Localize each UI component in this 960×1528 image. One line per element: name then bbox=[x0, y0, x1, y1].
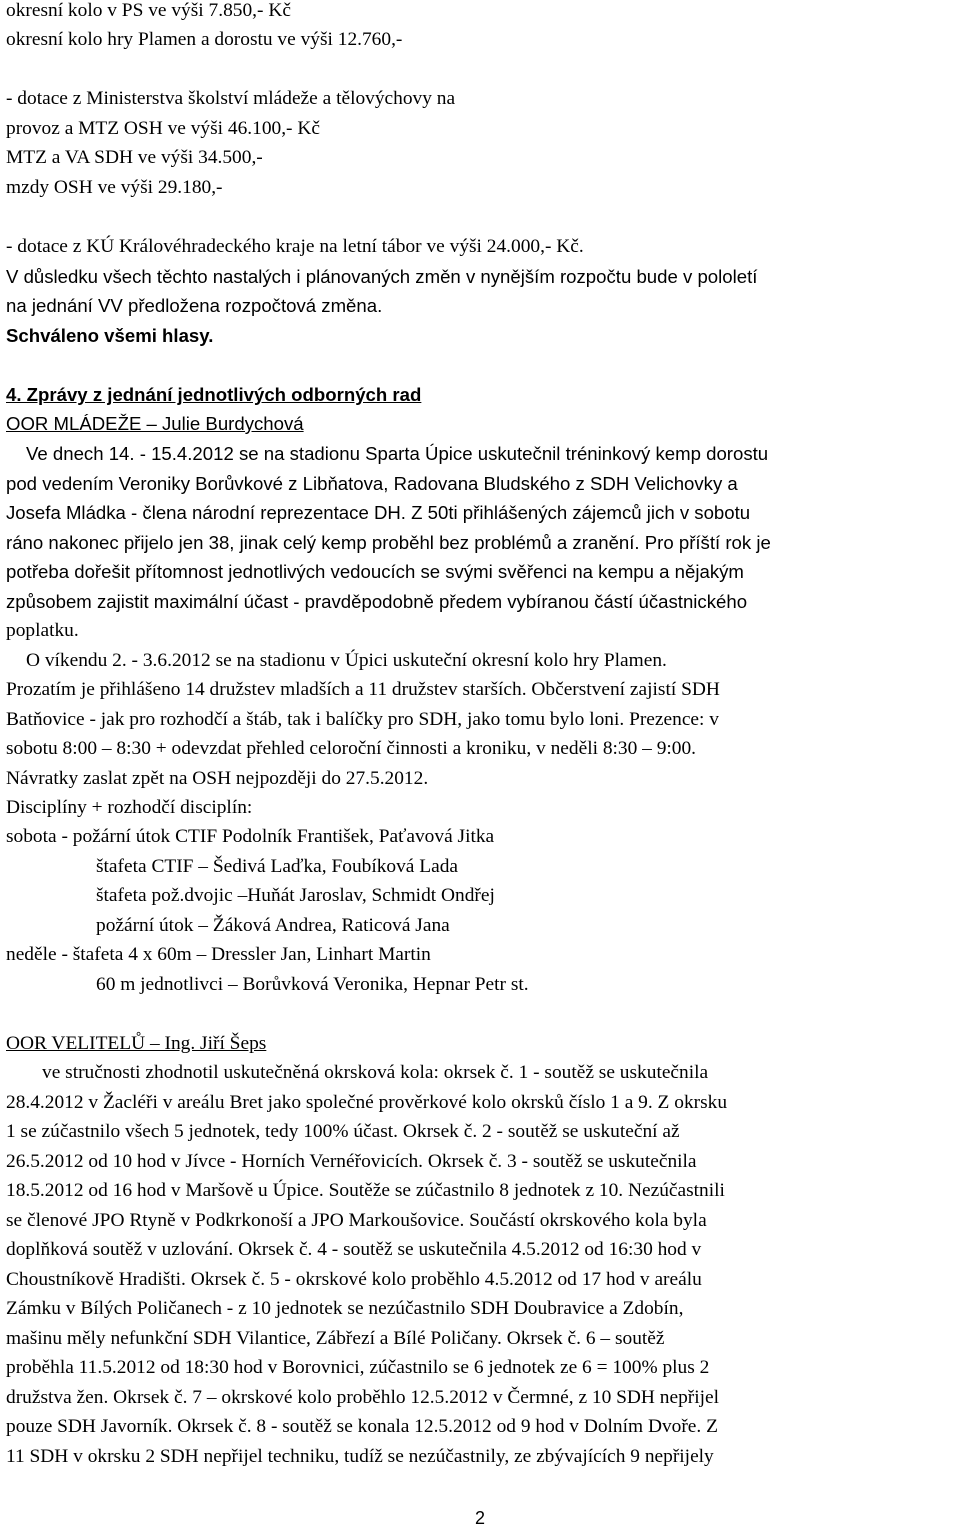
text-line: - dotace z KÚ Královéhradeckého kraje na letní tábor ve výši 24.000,- Kč. bbox=[6, 236, 584, 257]
approval-note: Schváleno všemi hlasy. bbox=[6, 325, 214, 346]
text-line: 1 se zúčastnilo všech 5 jednotek, tedy 100% účast. Okrsek č. 2 - soutěž se uskuteční až bbox=[6, 1121, 680, 1142]
discipline-line: štafeta CTIF – Šedivá Laďka, Foubíková Lada bbox=[96, 856, 459, 877]
text-line: Ve dnech 14. - 15.4.2012 se na stadionu Sparta Úpice uskutečnil tréninkový kemp dorostu bbox=[26, 443, 769, 464]
text-line: se členové JPO Rtyně v Podkrkonoší a JPO Markoušovice. Součástí okrskového kola byla bbox=[6, 1210, 707, 1231]
text-line: doplňková soutěž v uzlování. Okrsek č. 4 - soutěž se uskutečnila 4.5.2012 od 16:30 hod v bbox=[6, 1239, 702, 1260]
text-line: proběhla 11.5.2012 od 18:30 hod v Borovnici, zúčastnilo se 6 jednotek ze 6 = 100% plus 2 bbox=[6, 1357, 710, 1378]
text-line: provoz a MTZ OSH ve výši 46.100,- Kč bbox=[6, 118, 320, 139]
discipline-line: neděle - štafeta 4 x 60m – Dressler Jan, Linhart Martin bbox=[6, 944, 431, 965]
text-line: ve stručnosti zhodnotil uskutečněná okrsková kola: okrsek č. 1 - soutěž se uskutečnila bbox=[42, 1062, 709, 1083]
text-line: O víkendu 2. - 3.6.2012 se na stadionu v Úpici uskuteční okresní kolo hry Plamen. bbox=[26, 650, 667, 671]
text-line: Choustníkově Hradišti. Okrsek č. 5 - okrskové kolo proběhlo 4.5.2012 od 17 hod v areálu bbox=[6, 1269, 702, 1290]
discipline-line: štafeta pož.dvojic –Huňát Jaroslav, Schmidt Ondřej bbox=[96, 885, 495, 906]
text-line: ráno nakonec přijelo jen 38, jinak celý kemp proběhl bez problémů a zranění. Pro příští rok je bbox=[6, 532, 771, 553]
text-line: Josefa Mládka - člena národní reprezentace DH. Z 50ti přihlášených zájemců jich v sobotu bbox=[6, 502, 751, 523]
discipline-line: 60 m jednotlivci – Borůvková Veronika, Hepnar Petr st. bbox=[96, 974, 529, 995]
text-line: - dotace z Ministerstva školství mládeže a tělovýchovy na bbox=[6, 88, 456, 109]
text-line: Zámku v Bílých Poličanech - z 10 jednotek se nezúčastnilo SDH Doubravice a Zdobín, bbox=[6, 1298, 684, 1319]
text-line: Návratky zaslat zpět na OSH nejpozději do 27.5.2012. bbox=[6, 768, 429, 789]
text-line: pouze SDH Javorník. Okrsek č. 8 - soutěž se konala 12.5.2012 od 9 hod v Dolním Dvoře. Z bbox=[6, 1416, 718, 1437]
text-line: 28.4.2012 v Žacléři v areálu Bret jako společné prověrkové kolo okrsků číslo 1 a 9. Z okrsku bbox=[6, 1092, 728, 1113]
subsection-heading: OOR MLÁDEŽE – Julie Burdychová bbox=[6, 413, 304, 434]
text-line: Prozatím je přihlášeno 14 družstev mladších a 11 družstev starších. Občerstvení zajistí SDH bbox=[6, 679, 720, 700]
text-line: poplatku. bbox=[6, 620, 79, 641]
section-heading: 4. Zprávy z jednání jednotlivých odborných rad bbox=[6, 384, 422, 405]
text-line: Disciplíny + rozhodčí disciplín: bbox=[6, 797, 253, 818]
text-line: způsobem zajistit maximální účast - pravděpodobně předem vybíranou částí účastnického bbox=[6, 591, 748, 612]
text-line: družstva žen. Okrsek č. 7 – okrskové kolo proběhlo 12.5.2012 v Čermné, z 10 SDH nepřijel bbox=[6, 1387, 719, 1408]
text-line: mašinu měly nefunkční SDH Vilantice, Zábřezí a Bílé Poličany. Okrsek č. 6 – soutěž bbox=[6, 1328, 665, 1349]
text-line: na jednání VV předložena rozpočtová změna. bbox=[6, 295, 383, 316]
subsection-heading: OOR VELITELŮ – Ing. Jiří Šeps bbox=[6, 1033, 267, 1054]
text-line: okresní kolo v PS ve výši 7.850,- Kč bbox=[6, 0, 291, 21]
text-line: 11 SDH v okrsku 2 SDH nepřijel techniku, tudíž se nezúčastnily, ze zbývajících 9 nepřijely bbox=[6, 1446, 714, 1467]
text-line: sobotu 8:00 – 8:30 + odevzdat přehled celoroční činnosti a kroniku, v neděli 8:30 – 9:00. bbox=[6, 738, 697, 759]
discipline-line: sobota - požární útok CTIF Podolník František, Paťavová Jitka bbox=[6, 826, 495, 847]
text-line: V důsledku všech těchto nastalých i plánovaných změn v nynějším rozpočtu bude v pololetí bbox=[6, 266, 758, 287]
text-line: 26.5.2012 od 10 hod v Jívce - Horních Vernéřovicích. Okrsek č. 3 - soutěž se uskutečnila bbox=[6, 1151, 697, 1172]
text-line: pod vedením Veroniky Borůvkové z Libňatova, Radovana Bludského z SDH Velichovky a bbox=[6, 473, 738, 494]
text-line: MTZ a VA SDH ve výši 34.500,- bbox=[6, 147, 263, 168]
page-number: 2 bbox=[474, 1508, 485, 1528]
text-line: 18.5.2012 od 16 hod v Maršově u Úpice. Soutěže se zúčastnilo 8 jednotek z 10. Nezúčastnili bbox=[6, 1180, 725, 1201]
discipline-line: požární útok – Žáková Andrea, Raticová Jana bbox=[96, 915, 450, 936]
text-line: potřeba dořešit přítomnost jednotlivých vedoucích se svými svěřenci na kempu a nějakým bbox=[6, 561, 744, 582]
text-line: mzdy OSH ve výši 29.180,- bbox=[6, 177, 223, 198]
text-line: okresní kolo hry Plamen a dorostu ve výši 12.760,- bbox=[6, 29, 403, 50]
text-line: Batňovice - jak pro rozhodčí a štáb, tak i balíčky pro SDH, jako tomu bylo loni. Prezence: v bbox=[6, 709, 719, 730]
